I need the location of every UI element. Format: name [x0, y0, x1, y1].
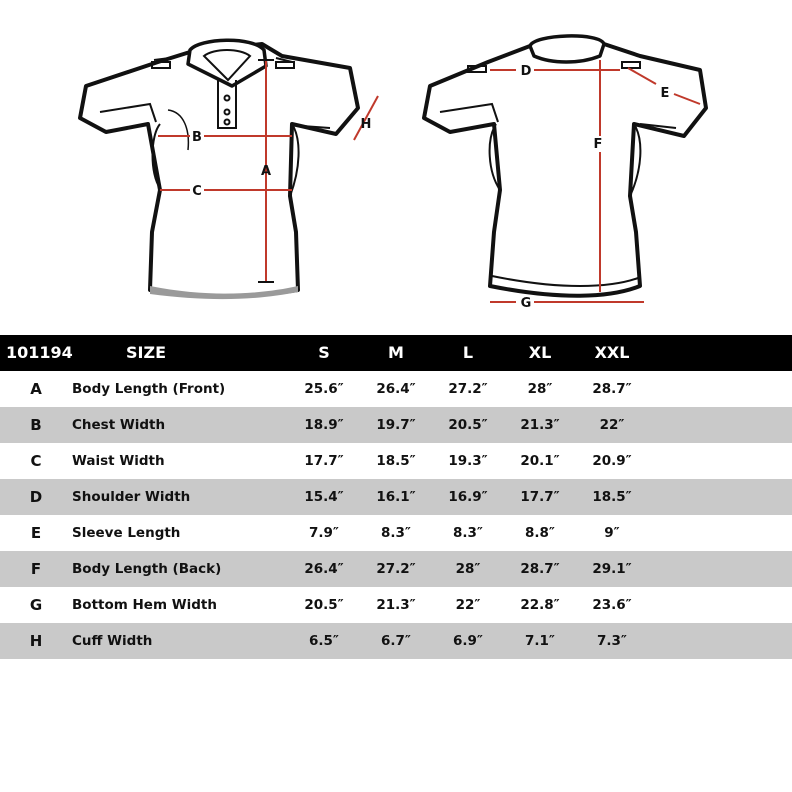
- value-s: 15.4″: [304, 489, 344, 505]
- measurement-name: Body Length (Front): [72, 381, 226, 397]
- size-m-header: M: [388, 343, 404, 362]
- table-row: [0, 515, 792, 551]
- size-xl-header: XL: [528, 343, 552, 362]
- size-l-header: L: [462, 343, 474, 362]
- measurement-name: Bottom Hem Width: [72, 597, 217, 613]
- value-l: 6.9″: [453, 633, 483, 649]
- value-m: 16.1″: [376, 489, 416, 505]
- label-b: B: [192, 130, 202, 145]
- measurement-name: Sleeve Length: [72, 525, 181, 541]
- value-xxl: 22″: [599, 417, 625, 433]
- size-xxl-header: XXL: [594, 343, 630, 362]
- value-l: 22″: [455, 597, 481, 613]
- value-s: 7.9″: [309, 525, 339, 541]
- value-xxl: 29.1″: [592, 561, 632, 577]
- label-c: C: [192, 184, 202, 199]
- table-row: [0, 623, 792, 659]
- value-xl: 28.7″: [520, 561, 560, 577]
- row-letter: F: [30, 560, 42, 578]
- value-l: 27.2″: [448, 381, 488, 397]
- measurement-name: Waist Width: [72, 453, 165, 469]
- value-xl: 21.3″: [520, 417, 560, 433]
- table-row: [0, 551, 792, 587]
- shirt-diagram-svg: [0, 0, 792, 330]
- value-s: 17.7″: [304, 453, 344, 469]
- measurement-name: Shoulder Width: [72, 489, 191, 505]
- row-letter: H: [29, 632, 43, 650]
- row-letter: B: [30, 416, 42, 434]
- value-xxl: 18.5″: [592, 489, 632, 505]
- row-letter: E: [30, 524, 42, 542]
- measurement-name: Chest Width: [72, 417, 166, 433]
- back-shirt-outline: [424, 36, 706, 296]
- row-letter: A: [30, 380, 42, 398]
- size-s-header: S: [318, 343, 330, 362]
- table-row: [0, 479, 792, 515]
- front-shirt-outline: [80, 40, 358, 296]
- value-m: 8.3″: [381, 525, 411, 541]
- value-s: 6.5″: [309, 633, 339, 649]
- row-letter: G: [29, 596, 43, 614]
- value-m: 19.7″: [376, 417, 416, 433]
- value-xl: 7.1″: [525, 633, 555, 649]
- value-m: 27.2″: [376, 561, 416, 577]
- size-header: SIZE: [126, 343, 167, 362]
- value-l: 8.3″: [453, 525, 483, 541]
- value-s: 25.6″: [304, 381, 344, 397]
- value-xxl: 23.6″: [592, 597, 632, 613]
- label-f: F: [593, 137, 603, 152]
- value-l: 16.9″: [448, 489, 488, 505]
- value-xl: 8.8″: [525, 525, 555, 541]
- label-a: A: [260, 164, 272, 179]
- style-id: 101194: [6, 343, 73, 362]
- value-l: 19.3″: [448, 453, 488, 469]
- value-m: 18.5″: [376, 453, 416, 469]
- value-m: 6.7″: [381, 633, 411, 649]
- value-xxl: 28.7″: [592, 381, 632, 397]
- table-row: [0, 407, 792, 443]
- value-m: 21.3″: [376, 597, 416, 613]
- value-xl: 20.1″: [520, 453, 560, 469]
- value-s: 26.4″: [304, 561, 344, 577]
- value-xxl: 9″: [604, 525, 620, 541]
- table-row: [0, 443, 792, 479]
- measurement-name: Cuff Width: [72, 633, 153, 649]
- row-letter: C: [30, 452, 42, 470]
- row-letter: D: [29, 488, 43, 506]
- value-l: 20.5″: [448, 417, 488, 433]
- label-h: H: [360, 117, 372, 132]
- value-xl: 28″: [527, 381, 553, 397]
- table-header-row: [0, 335, 792, 371]
- value-xxl: 20.9″: [592, 453, 632, 469]
- size-chart-table: [0, 335, 792, 659]
- label-d: D: [520, 64, 532, 79]
- value-l: 28″: [455, 561, 481, 577]
- value-xxl: 7.3″: [597, 633, 627, 649]
- value-m: 26.4″: [376, 381, 416, 397]
- table-row: [0, 587, 792, 623]
- label-e: E: [660, 86, 670, 101]
- measurement-name: Body Length (Back): [72, 561, 222, 577]
- shirt-diagrams: [0, 0, 792, 330]
- table-row: [0, 371, 792, 407]
- value-s: 20.5″: [304, 597, 344, 613]
- value-xl: 17.7″: [520, 489, 560, 505]
- label-g: G: [520, 296, 532, 311]
- value-xl: 22.8″: [520, 597, 560, 613]
- value-s: 18.9″: [304, 417, 344, 433]
